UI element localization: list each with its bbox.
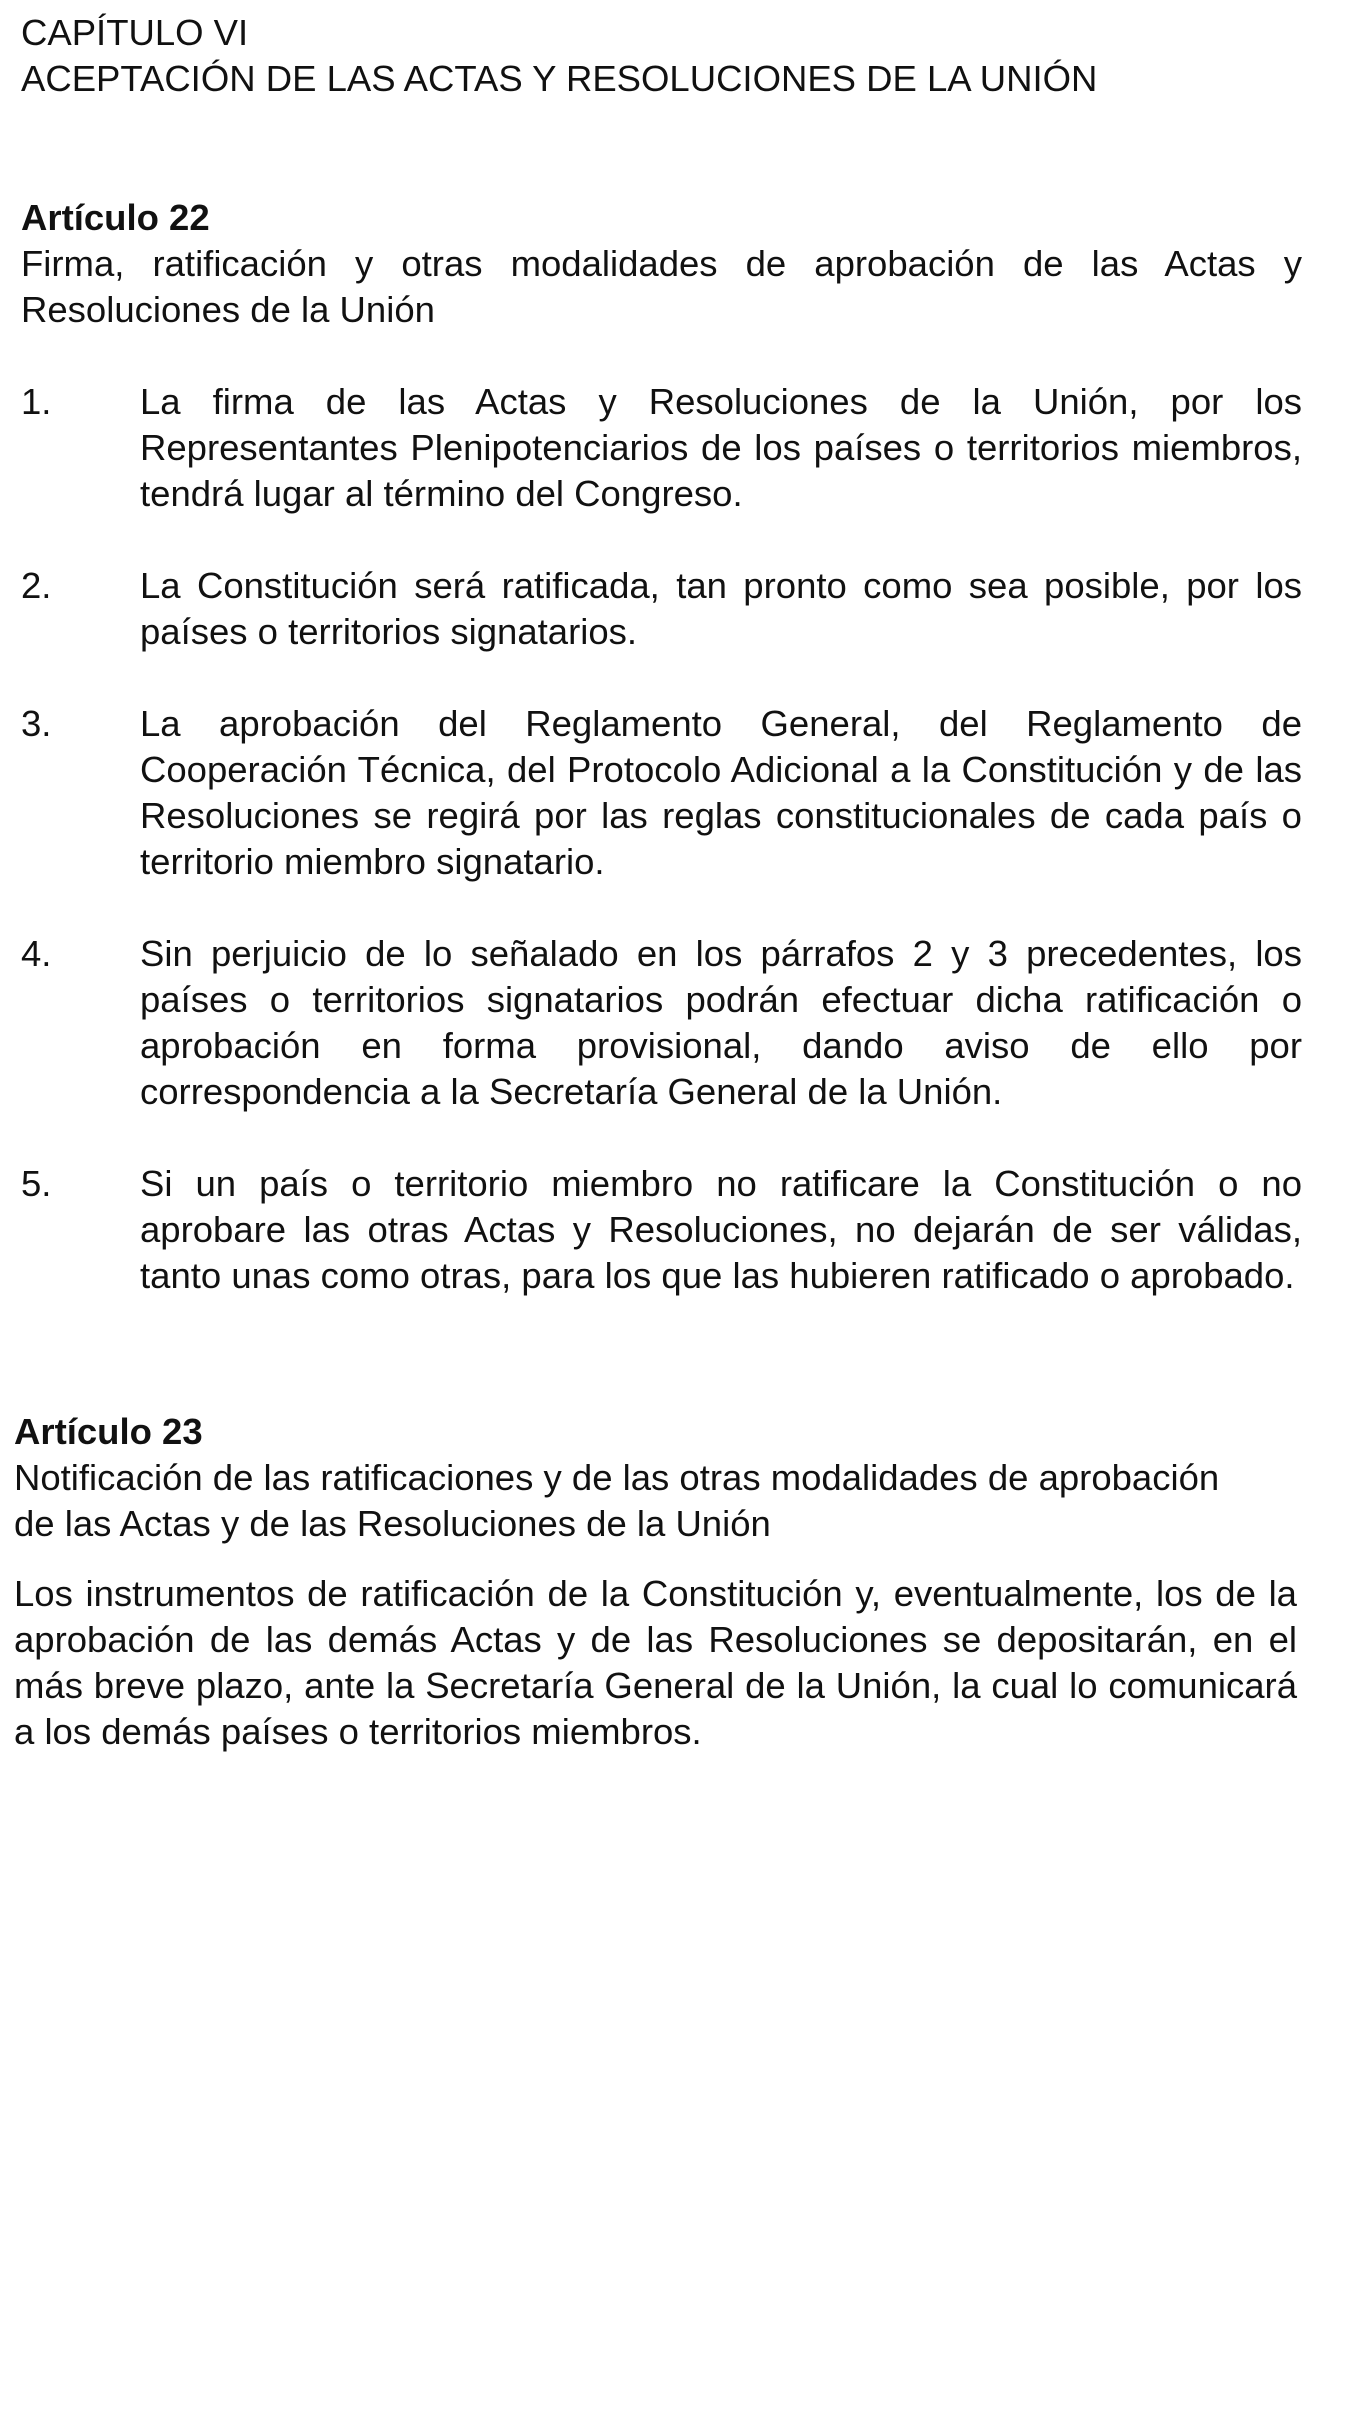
list-item (21, 931, 1302, 1115)
article-23-body: Los instrumentos de ratificación de la Constitución y, eventualmente, los de la aprobación de las demás Actas y de las Resoluciones se depositarán, en el más breve plazo, ante la Secretaría General de la Unión, la cual lo comunicará a los demás países o territorios miembros. (14, 1573, 1297, 1752)
article-23-title (14, 1455, 1297, 1547)
article-23-number: Artículo 23 (14, 1411, 203, 1452)
list-item-number: 1. (21, 381, 52, 422)
list-item-text: Sin perjuicio de lo señalado en los párrafos 2 y 3 precedentes, los países o territorios signatarios podrán efectuar dicha ratificación o aprobación en forma provisional, dando aviso de ello por correspondencia a la Secretaría General de la Unión. (140, 933, 1302, 1112)
list-item-text: La Constitución será ratificada, tan pronto como sea posible, por los países o territorios signatarios. (140, 565, 1302, 652)
list-item-number: 2. (21, 565, 52, 606)
list-item-number: 3. (21, 703, 52, 744)
article-23-title-line: de las Actas y de las Resoluciones de la Unión (14, 1503, 771, 1544)
list-item-text: La aprobación del Reglamento General, del Reglamento de Cooperación Técnica, del Protocolo Adicional a la Constitución y de las Resoluciones se regirá por las reglas constitucionales de cada país o territorio miembro signatario. (140, 703, 1302, 882)
list-item-number: 4. (21, 933, 52, 974)
list-item-text: La firma de las Actas y Resoluciones de la Unión, por los Representantes Plenipotenciarios de los países o territorios miembros, tendrá lugar al término del Congreso. (140, 381, 1302, 514)
list-item (21, 379, 1302, 517)
article-23 (14, 1409, 1297, 1755)
article-22-number: Artículo 22 (21, 197, 210, 238)
article-22-title: Firma, ratificación y otras modalidades de aprobación de las Actas y Resoluciones de la Unión (21, 243, 1302, 330)
chapter-number: CAPÍTULO VI (21, 12, 249, 53)
article-22-list (21, 379, 1302, 1299)
article-22 (21, 195, 1302, 1299)
list-item-number: 5. (21, 1163, 52, 1204)
list-item (21, 563, 1302, 655)
list-item (21, 1161, 1302, 1299)
chapter-title: ACEPTACIÓN DE LAS ACTAS Y RESOLUCIONES DE LA UNIÓN (21, 58, 1098, 99)
chapter-header (21, 10, 1301, 102)
list-item (21, 701, 1302, 885)
article-23-title-line: Notificación de las ratificaciones y de las otras modalidades de aprobación (14, 1457, 1220, 1498)
list-item-text: Si un país o territorio miembro no ratificare la Constitución o no aprobare las otras Actas y Resoluciones, no dejarán de ser válidas, tanto unas como otras, para los que las hubieren ratificado o aprobado. (140, 1163, 1302, 1296)
